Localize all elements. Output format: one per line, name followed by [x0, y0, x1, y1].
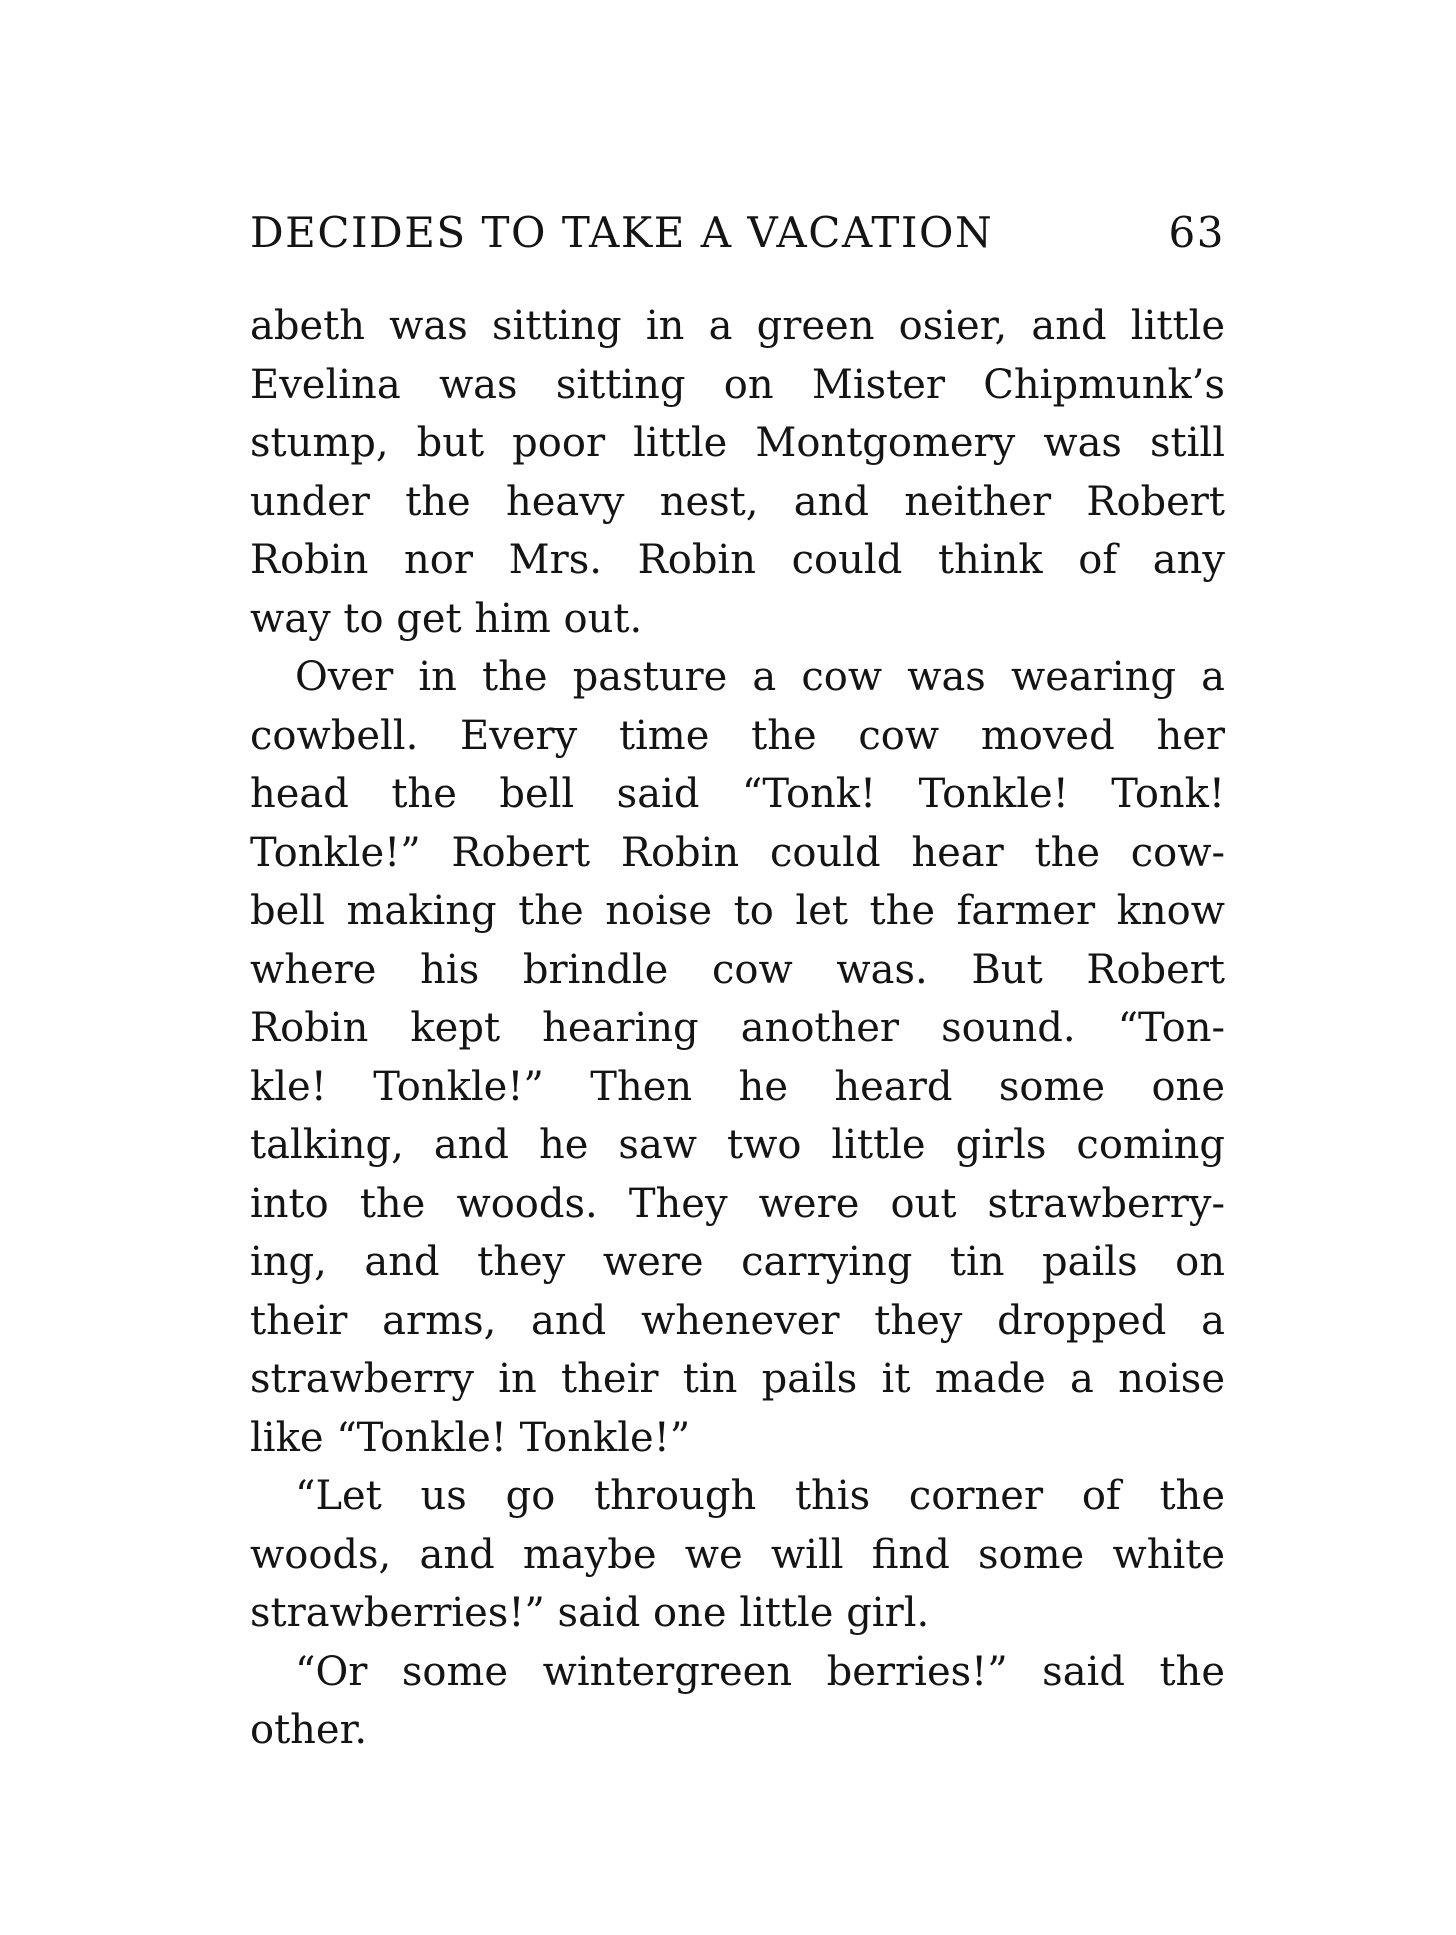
text-line: where his brindle cow was. But Robert	[250, 946, 1225, 993]
text-line: kle! Tonkle!” Then he heard some one	[250, 1063, 1225, 1110]
paragraph-3	[250, 1467, 1225, 1643]
chapter-title: DECIDES TO TAKE A VACATION	[250, 208, 994, 257]
text-line: other.	[250, 1707, 368, 1753]
text-line: like “Tonkle! Tonkle!”	[250, 1414, 691, 1461]
text-line: “Let us go through this corner of the	[295, 1473, 1225, 1519]
text-line: strawberries!” said one little girl.	[250, 1590, 930, 1636]
text-line: under the heavy nest, and neither Robert	[250, 478, 1225, 525]
body-text	[250, 297, 1225, 1760]
text-line: way to get him out.	[250, 595, 643, 642]
text-line: talking, and he saw two little girls coming	[250, 1122, 1225, 1168]
page-number: 63	[1168, 208, 1225, 257]
text-line: Robin nor Mrs. Robin could think of any	[250, 537, 1225, 583]
text-line: Evelina was sitting on Mister Chipmunk’s	[250, 361, 1225, 408]
text-line: “Or some wintergreen berries!” said the	[295, 1648, 1225, 1695]
paragraph-2	[250, 648, 1225, 1467]
paragraph-1	[250, 297, 1225, 648]
text-line: abeth was sitting in a green osier, and little	[250, 303, 1225, 349]
running-head	[250, 203, 1225, 263]
text-line: Over in the pasture a cow was wearing a	[295, 654, 1225, 700]
text-line: strawberry in their tin pails it made a noise	[250, 1356, 1225, 1402]
text-line: woods, and maybe we will find some white	[250, 1531, 1225, 1578]
text-line: stump, but poor little Montgomery was still	[250, 420, 1225, 466]
text-line: Robin kept hearing another sound. “Ton-	[250, 1005, 1225, 1051]
text-line: their arms, and whenever they dropped a	[250, 1297, 1225, 1344]
text-line: bell making the noise to let the farmer know	[250, 888, 1225, 934]
text-line: ing, and they were carrying tin pails on	[250, 1239, 1225, 1285]
paragraph-4	[250, 1643, 1225, 1760]
text-line: head the bell said “Tonk! Tonkle! Tonk!	[250, 771, 1225, 817]
text-line: into the woods. They were out strawberry-	[250, 1180, 1225, 1227]
text-line: cowbell. Every time the cow moved her	[250, 712, 1225, 759]
text-line: Tonkle!” Robert Robin could hear the cow-	[250, 829, 1225, 876]
